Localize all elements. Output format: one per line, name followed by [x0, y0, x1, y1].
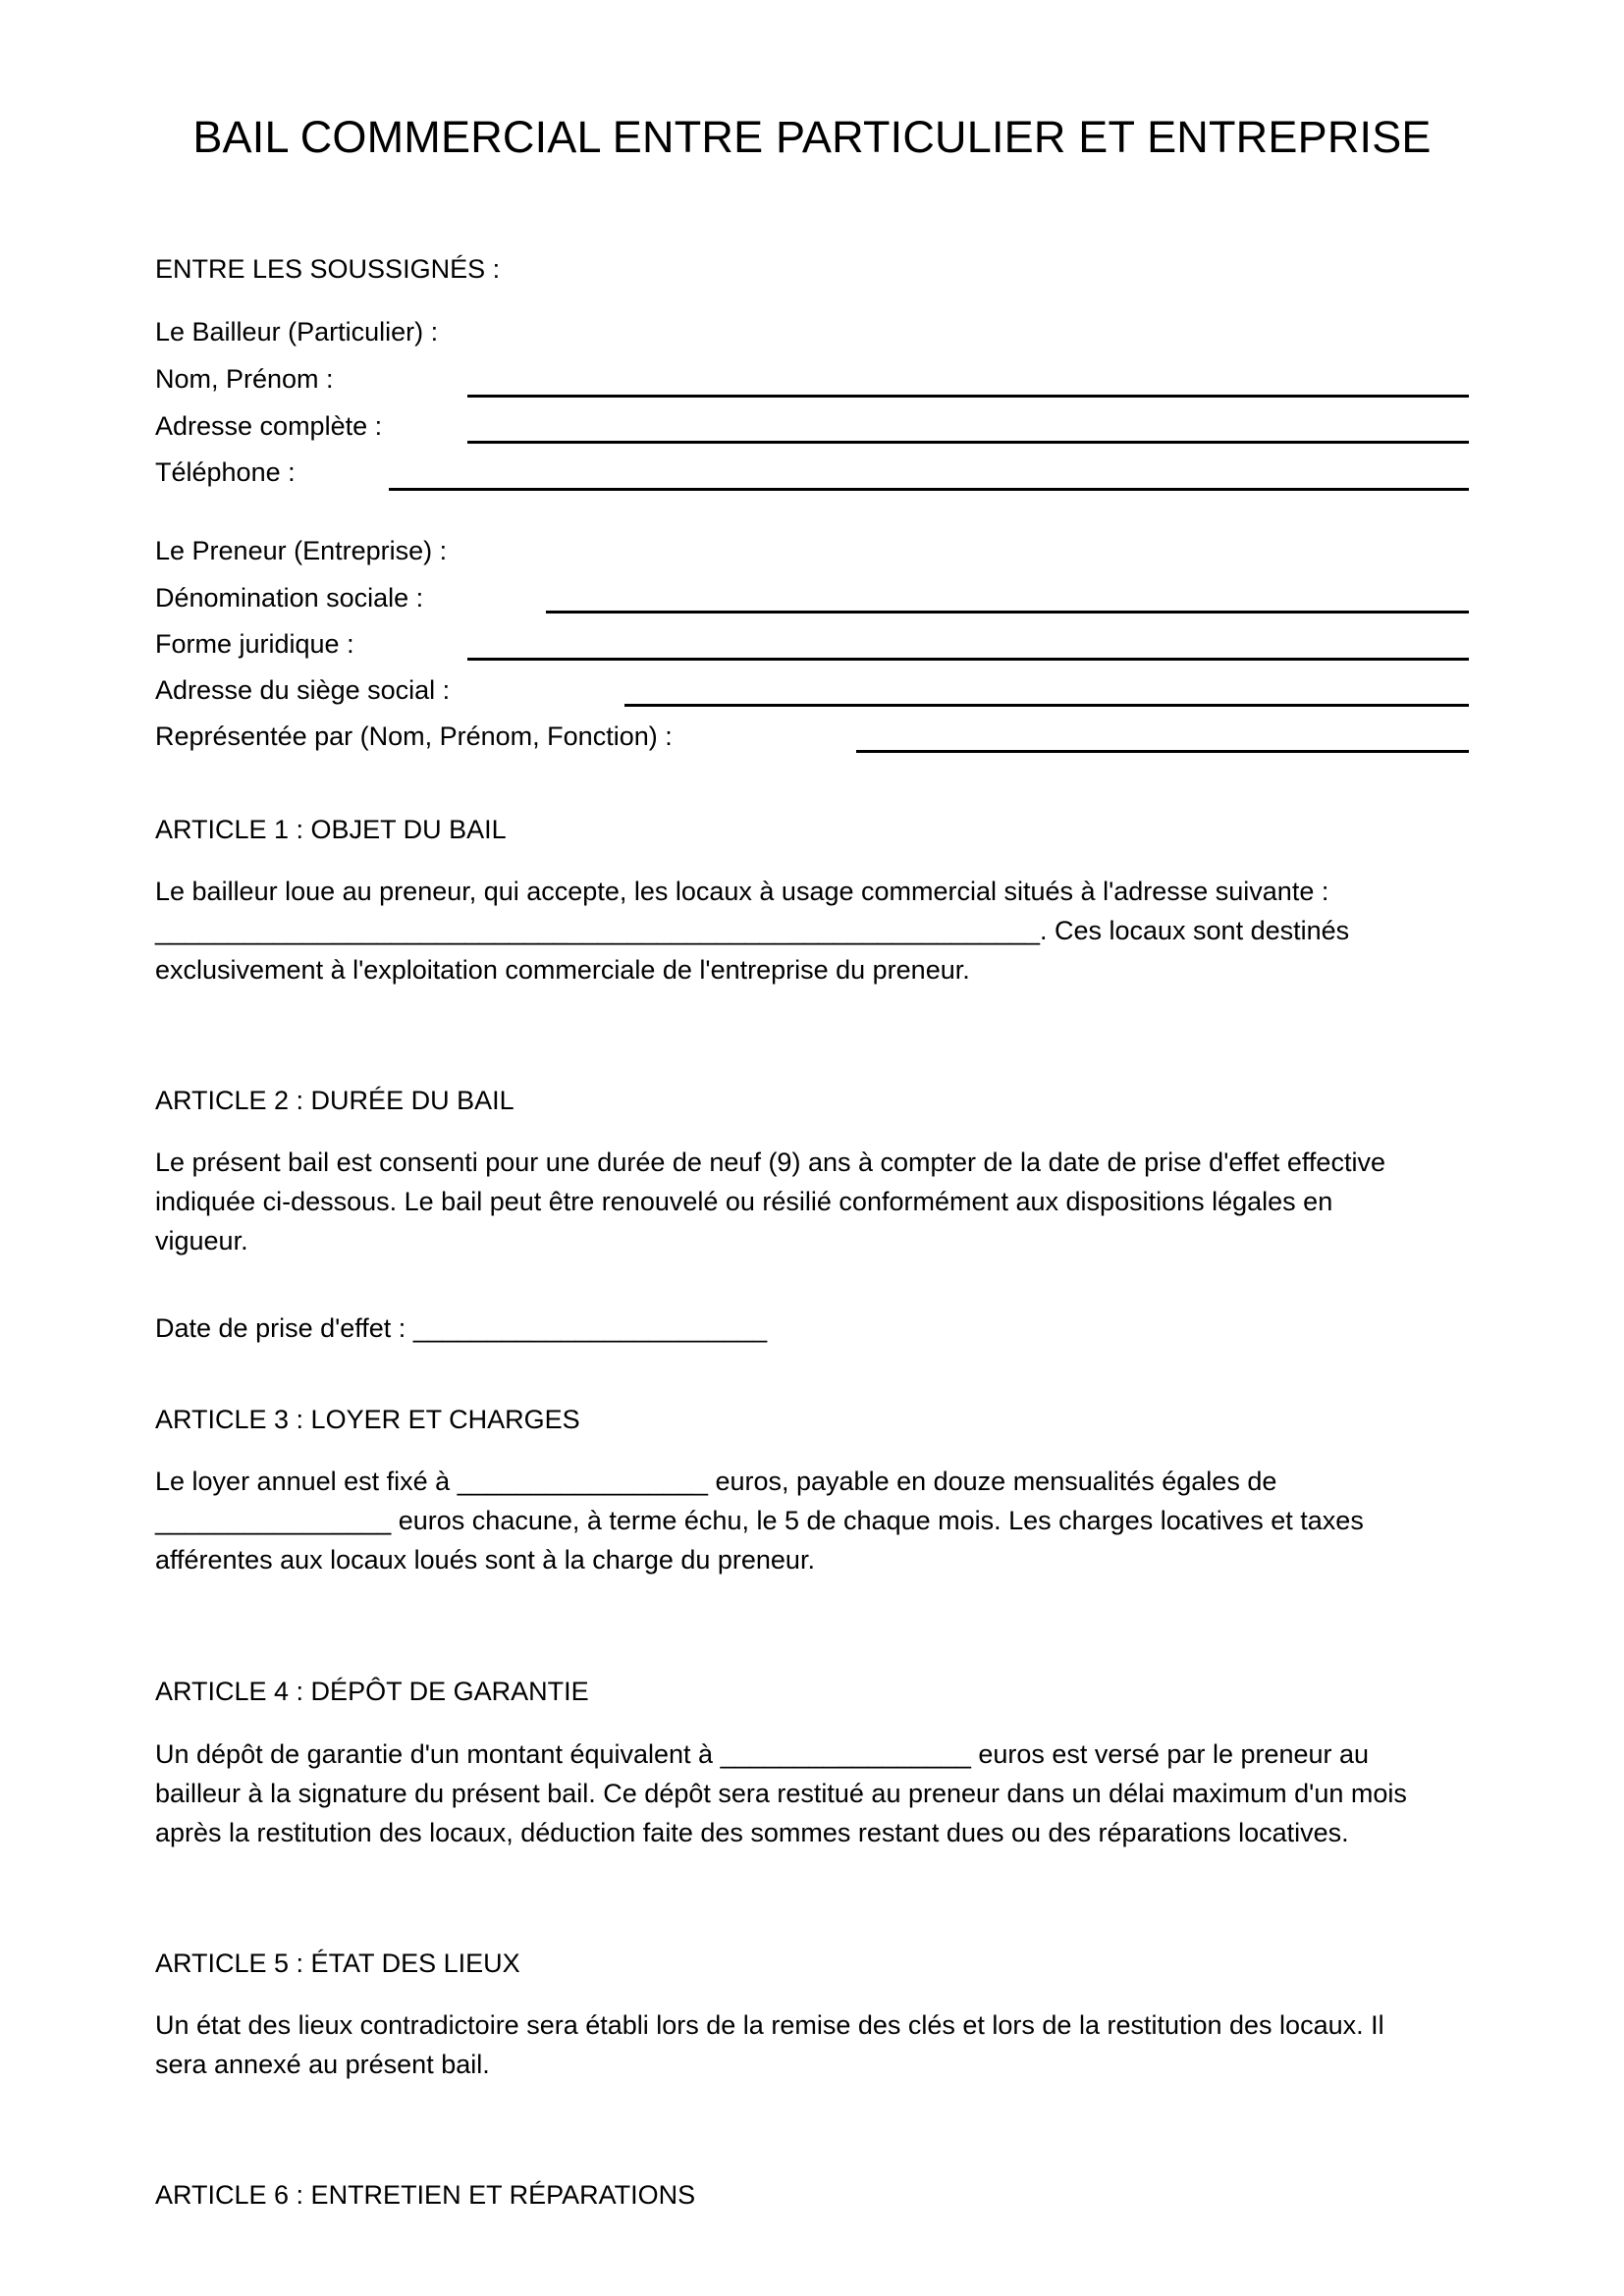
preneur-siege-field[interactable]: [624, 704, 1469, 707]
article-3-body: [155, 1462, 1471, 1579]
article-1-body: [155, 872, 1471, 989]
bailleur-telephone-field[interactable]: [389, 488, 1469, 491]
article-1-line: ____________________________________________________________. Ces locaux sont destinés: [155, 916, 1350, 945]
article-1-line: Le bailleur loue au preneur, qui accepte, les locaux à usage commercial situés à l'adresse suivante :: [155, 877, 1329, 906]
article-5-line: sera annexé au présent bail.: [155, 2050, 490, 2079]
article-3-heading: ARTICLE 3 : LOYER ET CHARGES: [155, 1405, 580, 1434]
article-2-heading: ARTICLE 2 : DURÉE DU BAIL: [155, 1086, 514, 1115]
article-6-heading: ARTICLE 6 : ENTRETIEN ET RÉPARATIONS: [155, 2180, 696, 2210]
article-4-line: bailleur à la signature du présent bail. Ce dépôt sera restitué au preneur dans un délai maximum d'un mois: [155, 1779, 1407, 1808]
document-title: BAIL COMMERCIAL ENTRE PARTICULIER ET ENTREPRISE: [192, 112, 1432, 162]
article-4-heading: ARTICLE 4 : DÉPÔT DE GARANTIE: [155, 1677, 589, 1706]
preneur-siege-label: Adresse du siège social :: [155, 675, 451, 705]
article-2-line: vigueur.: [155, 1226, 248, 1255]
bailleur-adresse-label: Adresse complète :: [155, 411, 383, 441]
article-1-heading: ARTICLE 1 : OBJET DU BAIL: [155, 815, 507, 844]
date-prise-effet: Date de prise d'effet : ________________________: [155, 1313, 768, 1343]
article-4-body: [155, 1735, 1471, 1852]
article-1-line: exclusivement à l'exploitation commerciale de l'entreprise du preneur.: [155, 955, 970, 985]
article-5-heading: ARTICLE 5 : ÉTAT DES LIEUX: [155, 1949, 520, 1978]
preneur-forme-label: Forme juridique :: [155, 629, 354, 659]
preneur-denomination-field[interactable]: [546, 611, 1469, 614]
article-5-line: Un état des lieux contradictoire sera établi lors de la remise des clés et lors de la restitution des locaux. Il: [155, 2010, 1384, 2040]
bailleur-nom-field[interactable]: [467, 395, 1469, 398]
preneur-representant-field[interactable]: [856, 750, 1469, 753]
article-3-line: ________________ euros chacune, à terme échu, le 5 de chaque mois. Les charges locatives et taxes: [155, 1506, 1364, 1535]
article-4-line: Un dépôt de garantie d'un montant équivalent à _________________ euros est versé par le preneur au: [155, 1739, 1370, 1769]
article-3-line: afférentes aux locaux loués sont à la charge du preneur.: [155, 1545, 815, 1575]
bailleur-heading: Le Bailleur (Particulier) :: [155, 317, 439, 347]
bailleur-adresse-field[interactable]: [467, 441, 1469, 444]
preneur-representant-label: Représentée par (Nom, Prénom, Fonction) :: [155, 721, 673, 751]
article-2-line: Le présent bail est consenti pour une durée de neuf (9) ans à compter de la date de prise d'effet effective: [155, 1148, 1385, 1177]
preneur-forme-field[interactable]: [467, 658, 1469, 661]
article-4-line: après la restitution des locaux, déduction faite des sommes restant dues ou des réparations locatives.: [155, 1818, 1349, 1847]
preneur-denomination-label: Dénomination sociale :: [155, 583, 424, 613]
article-5-body: [155, 2005, 1471, 2084]
article-2-line: indiquée ci-dessous. Le bail peut être renouvelé ou résilié conformément aux dispositions légales en: [155, 1187, 1333, 1216]
article-3-line: Le loyer annuel est fixé à _________________ euros, payable en douze mensualités égales de: [155, 1467, 1277, 1496]
parties-heading: ENTRE LES SOUSSIGNÉS :: [155, 254, 501, 284]
bailleur-telephone-label: Téléphone :: [155, 457, 296, 487]
article-2-body: [155, 1143, 1471, 1260]
bailleur-nom-label: Nom, Prénom :: [155, 364, 334, 394]
preneur-heading: Le Preneur (Entreprise) :: [155, 536, 448, 565]
